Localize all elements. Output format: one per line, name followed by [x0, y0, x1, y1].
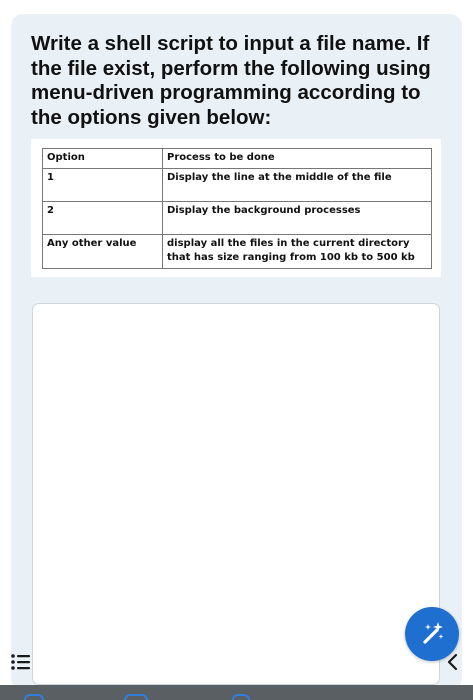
bottom-toolbar [0, 685, 473, 700]
toolbar-icon[interactable] [124, 694, 148, 700]
header-process: Process to be done [163, 149, 432, 169]
option-cell: Any other value [43, 235, 163, 269]
options-table [42, 148, 432, 269]
answer-input-area[interactable] [32, 303, 440, 685]
option-cell: 1 [43, 169, 163, 202]
table-row [43, 202, 432, 235]
option-cell: 2 [43, 202, 163, 235]
table-row [43, 169, 432, 202]
list-icon[interactable] [10, 652, 32, 672]
table-row [43, 235, 432, 269]
process-cell: Display the line at the middle of the file [163, 169, 432, 202]
toolbar-icon[interactable] [24, 694, 44, 700]
header-option: Option [43, 149, 163, 169]
options-table-container [31, 139, 441, 277]
process-cell: Display the background processes [163, 202, 432, 235]
process-cell: display all the files in the current directory that has size ranging from 100 kb to 500 kb [163, 235, 432, 269]
toolbar-icon[interactable] [232, 694, 250, 700]
chevron-left-icon[interactable] [444, 652, 462, 672]
question-text: Write a shell script to input a file name. If the file exist, perform the following using menu-driven programming according to the options given below: [31, 32, 431, 129]
table-header-row [43, 149, 432, 169]
magic-wand-sparkles-icon [417, 619, 447, 649]
